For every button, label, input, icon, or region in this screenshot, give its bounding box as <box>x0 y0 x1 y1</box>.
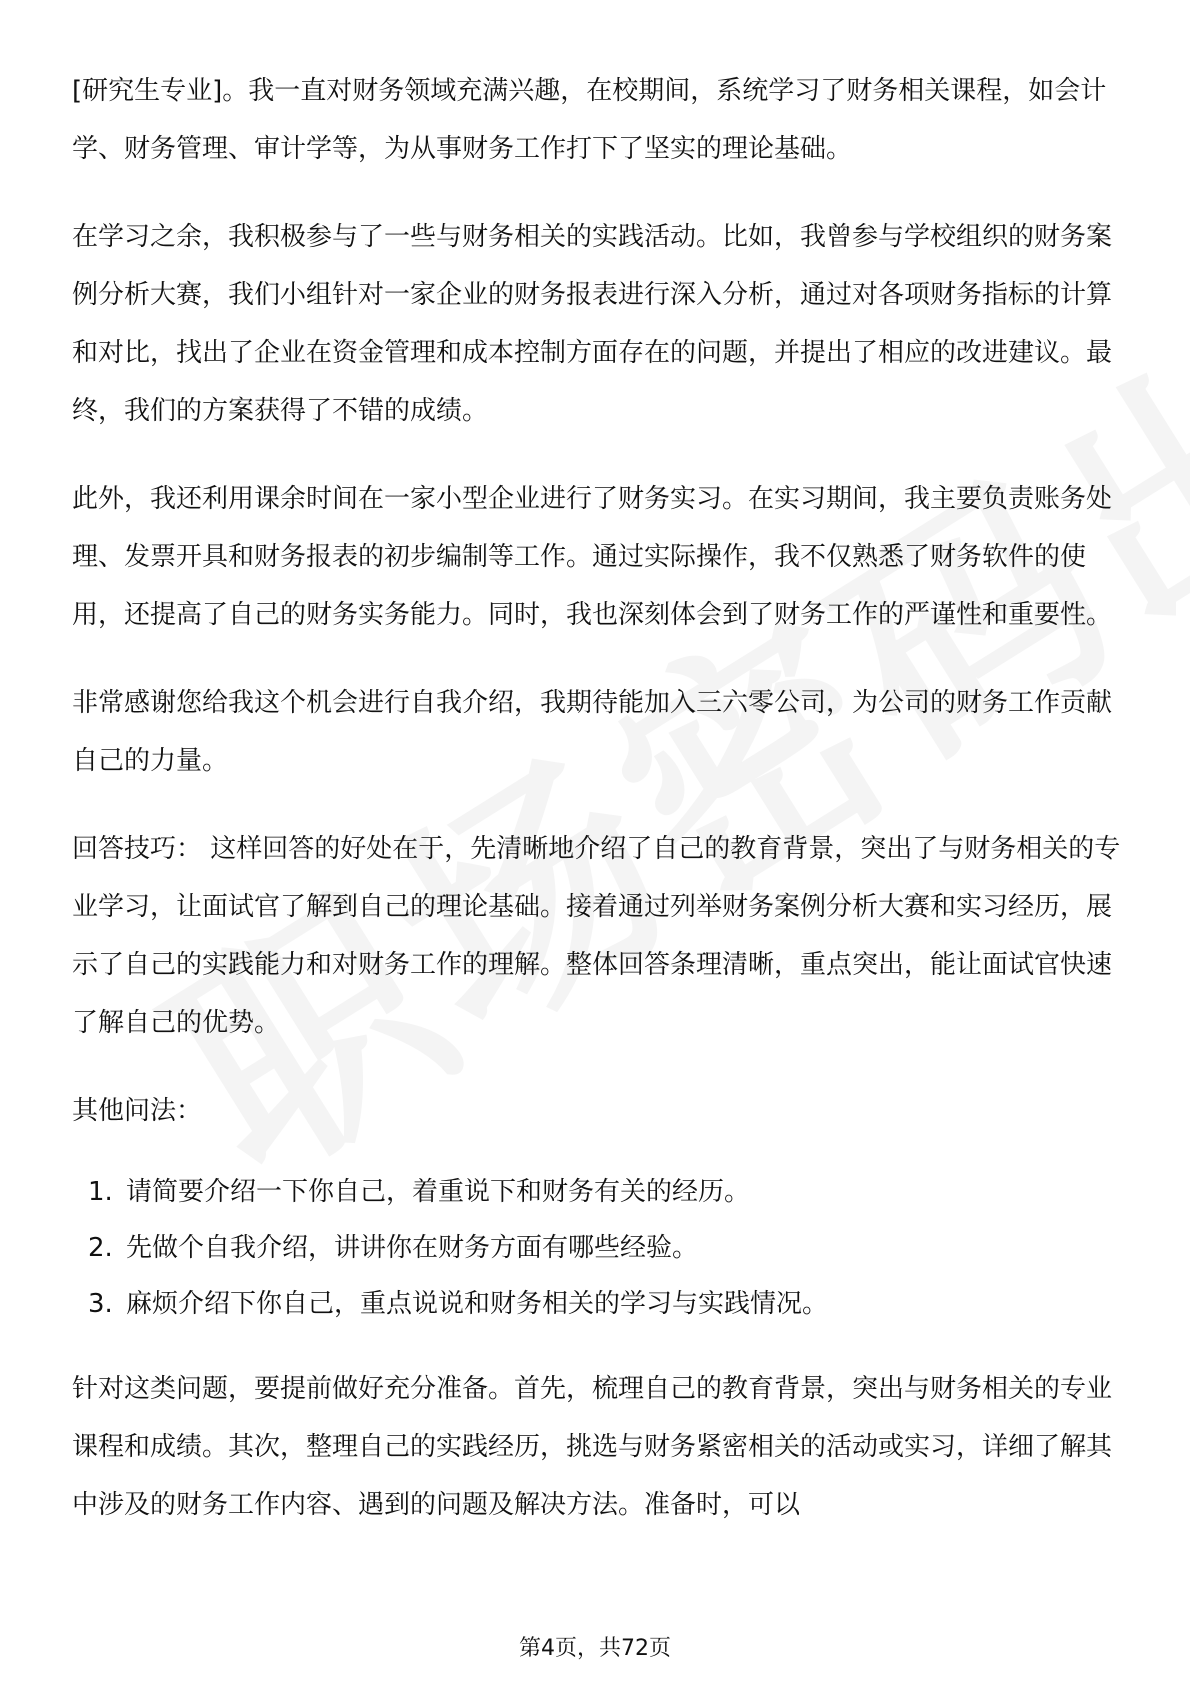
list-item-text: 麻烦介绍下你自己，重点说说和财务相关的学习与实践情况。 <box>126 1289 829 1319</box>
paragraph-thanks: 非常感谢您给我这个机会进行自我介绍，我期待能加入三六零公司，为公司的财务工作贡献自己的力量。 <box>72 688 1113 776</box>
list-item-number: 1. <box>88 1177 113 1207</box>
page-footer: 第4页，共72页 <box>519 1636 671 1661</box>
document-body <box>72 62 1132 1564</box>
list-item-text: 先做个自我介绍，讲讲你在财务方面有哪些经验。 <box>126 1233 699 1263</box>
list-item-number: 2. <box>88 1233 113 1263</box>
list-item-number: 3. <box>88 1289 113 1319</box>
list-item <box>72 1220 1132 1276</box>
other-questions-list <box>72 1164 1132 1332</box>
paragraph-practice-activities: 在学习之余，我积极参与了一些与财务相关的实践活动。比如，我曾参与学校组织的财务案例分析大赛，我们小组针对一家企业的财务报表进行深入分析，通过对各项财务指标的计算和对比，找出了企业在资金管理和成本控制方面存在的问题，并提出了相应的改进建议。最终，我们的方案获得了不错的成绩。 <box>72 222 1113 426</box>
list-item-text: 请简要介绍一下你自己，着重说下和财务有关的经历。 <box>126 1177 751 1207</box>
paragraph-answer-tips: 回答技巧： 这样回答的好处在于，先清晰地介绍了自己的教育背景，突出了与财务相关的专业学习，让面试官了解到自己的理论基础。接着通过列举财务案例分析大赛和实习经历，展示了自己的实践能力和对财务工作的理解。整体回答条理清晰，重点突出，能让面试官快速了解自己的优势。 <box>72 834 1121 1038</box>
list-item <box>72 1276 1132 1332</box>
paragraph-preparation: 针对这类问题，要提前做好充分准备。首先，梳理自己的教育背景，突出与财务相关的专业课程和成绩。其次，整理自己的实践经历，挑选与财务紧密相关的活动或实习，详细了解其中涉及的财务工作内容、遇到的问题及解决方法。准备时，可以 <box>72 1374 1113 1520</box>
paragraph-internship: 此外，我还利用课余时间在一家小型企业进行了财务实习。在实习期间，我主要负责账务处理、发票开具和财务报表的初步编制等工作。通过实际操作，我不仅熟悉了财务软件的使用，还提高了自己的财务实务能力。同时，我也深刻体会到了财务工作的严谨性和重要性。 <box>72 484 1113 630</box>
paragraph-education: [研究生专业]。我一直对财务领域充满兴趣，在校期间，系统学习了财务相关课程，如会计学、财务管理、审计学等，为从事财务工作打下了坚实的理论基础。 <box>72 76 1107 164</box>
list-item <box>72 1164 1132 1220</box>
other-questions-label: 其他问法： <box>72 1096 203 1126</box>
